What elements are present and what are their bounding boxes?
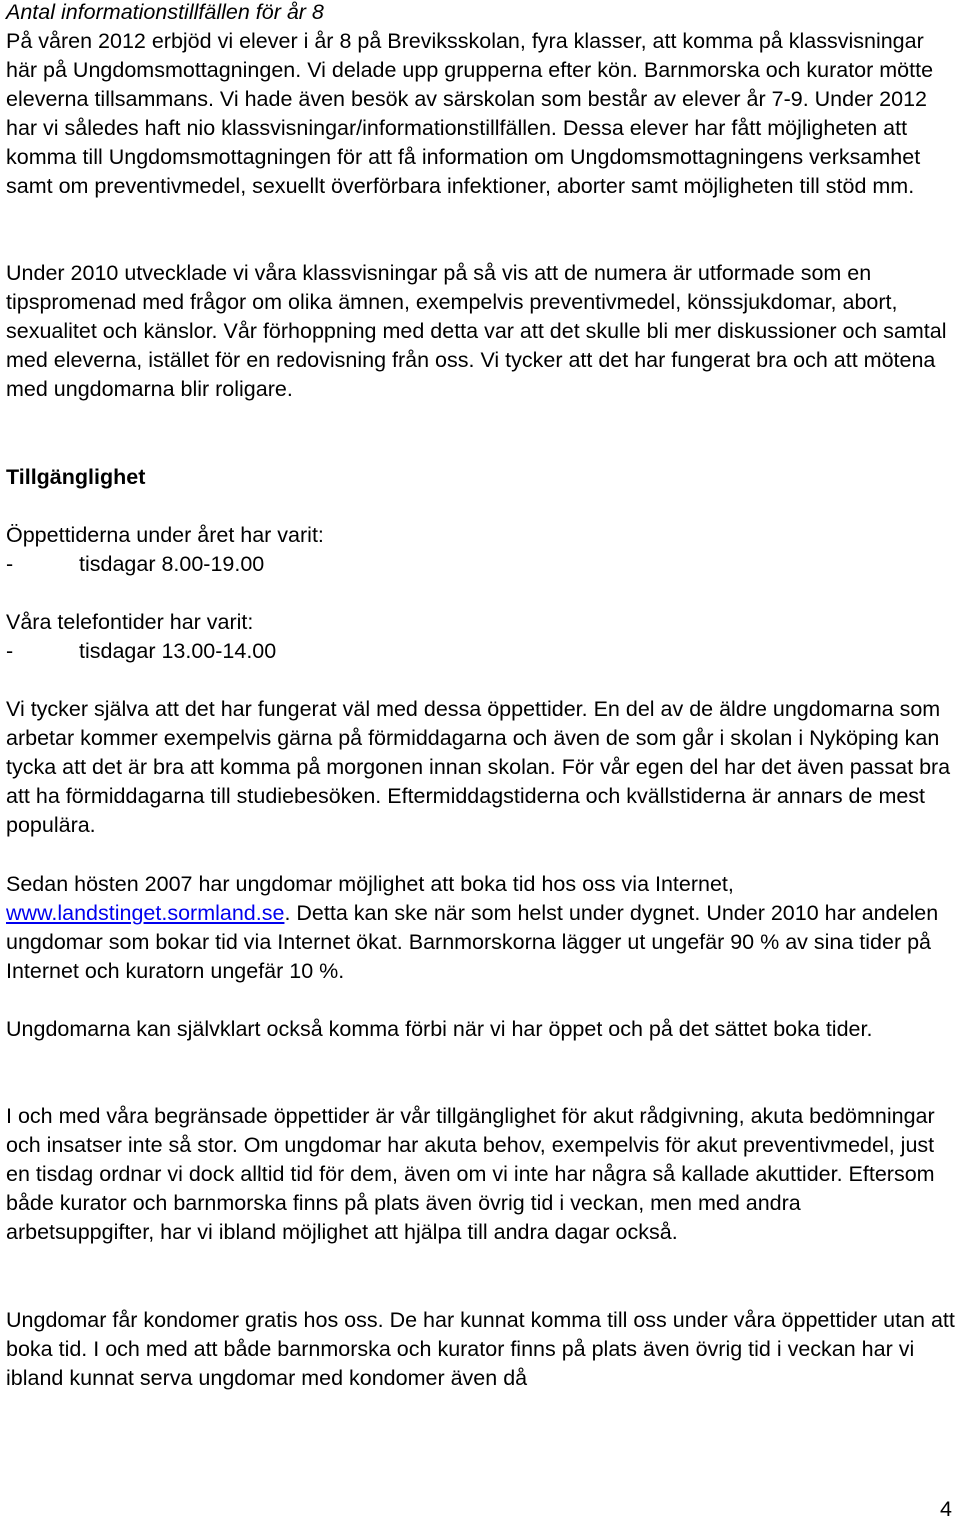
phone-hours-item (6, 637, 276, 666)
booking-paragraph (6, 870, 960, 986)
availability-paragraph: I och med våra begränsade öppettider är vår tillgänglighet för akut rådgivning, akuta bedömningar och insatser inte så stor. Om ungdomar har akuta behov, exempelvis för akut preventivmedel, just en tisdag ordnar vi dock alltid tid för dem, även om vi inte har några så kallade akuttider. Eftersom både kurator och barnmorska finns på plats även övrig tid i veckan, men med andra arbetsuppgifter, har vi ibland möjlighet att hjälpa till andra dagar också. (6, 1104, 935, 1244)
intro-paragraph: På våren 2012 erbjöd vi elever i år 8 på Breviksskolan, fyra klasser, att komma på klassvisningar här på Ungdomsmottagningen. Vi delade upp grupperna efter kön. Barnmorska och kurator mötte eleverna tillsammans. Vi hade även besök av särskolan som består av elever år 7-9. Under 2012 har vi således haft nio klassvisningar/informationstillfällen. Dessa elever har fått möjligheten att komma till Ungdomsmottagningen för att få information om Ungdomsmottagningens verksamhet samt om preventivmedel, sexuellt överförbara infektioner, aborter samt möjligheten till stöd mm. (6, 29, 934, 198)
phone-hours-value: tisdagar 13.00-14.00 (79, 639, 277, 663)
booking-text-before: Sedan hösten 2007 har ungdomar möjlighet att boka tid hos oss via Internet, (6, 872, 734, 896)
opening-hours-value: tisdagar 8.00-19.00 (79, 552, 265, 576)
list-dash: - (6, 639, 14, 663)
phone-hours-label: Våra telefontider har varit: (6, 610, 254, 634)
condoms-paragraph: Ungdomar får kondomer gratis hos oss. De har kunnat komma till oss under våra öppettider utan att boka tid. I och med att både barnmorska och kurator finns på plats även övrig tid i veckan har vi ibland kunnat serva ungdomar med kondomer även då (6, 1308, 955, 1390)
booking-text-after: . Detta kan ske när som helst under dygnet. Under 2010 har andelen ungdomar som bokar tid via Internet ökat. Barnmorskorna lägger ut ungefär 90 % av sina tider på Internet och kuratorn ungefär 10 %. (6, 901, 939, 983)
classvisit-paragraph: Under 2010 utvecklade vi våra klassvisningar på så vis att de numera är utformade som en tipspromenad med frågor om olika ämnen, exempelvis preventivmedel, könssjukdomar, abort, sexualitet och känslor. Vår förhoppning med detta var att det skulle bli mer diskussioner och samtal med eleverna, istället för en redovisning från oss. Vi tycker att det har fungerat bra och att mötena med ungdomarna blir roligare. (6, 261, 947, 401)
website-link[interactable]: www.landstinget.sormland.se (6, 901, 285, 925)
section-title: Antal informationstillfällen för år 8 (6, 0, 324, 24)
opening-hours-paragraph: Vi tycker själva att det har fungerat väl med dessa öppettider. En del av de äldre ungdomarna som arbetar kommer exempelvis gärna på förmiddagarna och även de som går i skolan i Nyköping kan tycka att det är bra att komma på morgonen innan skolan. För vår egen del har det även passat bra att ha förmiddagarna till studiebesöken. Eftermiddagstiderna och kvällstiderna är annars de mest populära. (6, 697, 951, 837)
section-heading: Tillgänglighet (6, 465, 146, 489)
list-dash: - (6, 552, 14, 576)
page-number: 4 (940, 1497, 952, 1521)
opening-hours-item (6, 550, 264, 579)
opening-hours-label: Öppettiderna under året har varit: (6, 523, 324, 547)
walkin-paragraph: Ungdomarna kan självklart också komma förbi när vi har öppet och på det sättet boka tider. (6, 1017, 873, 1041)
